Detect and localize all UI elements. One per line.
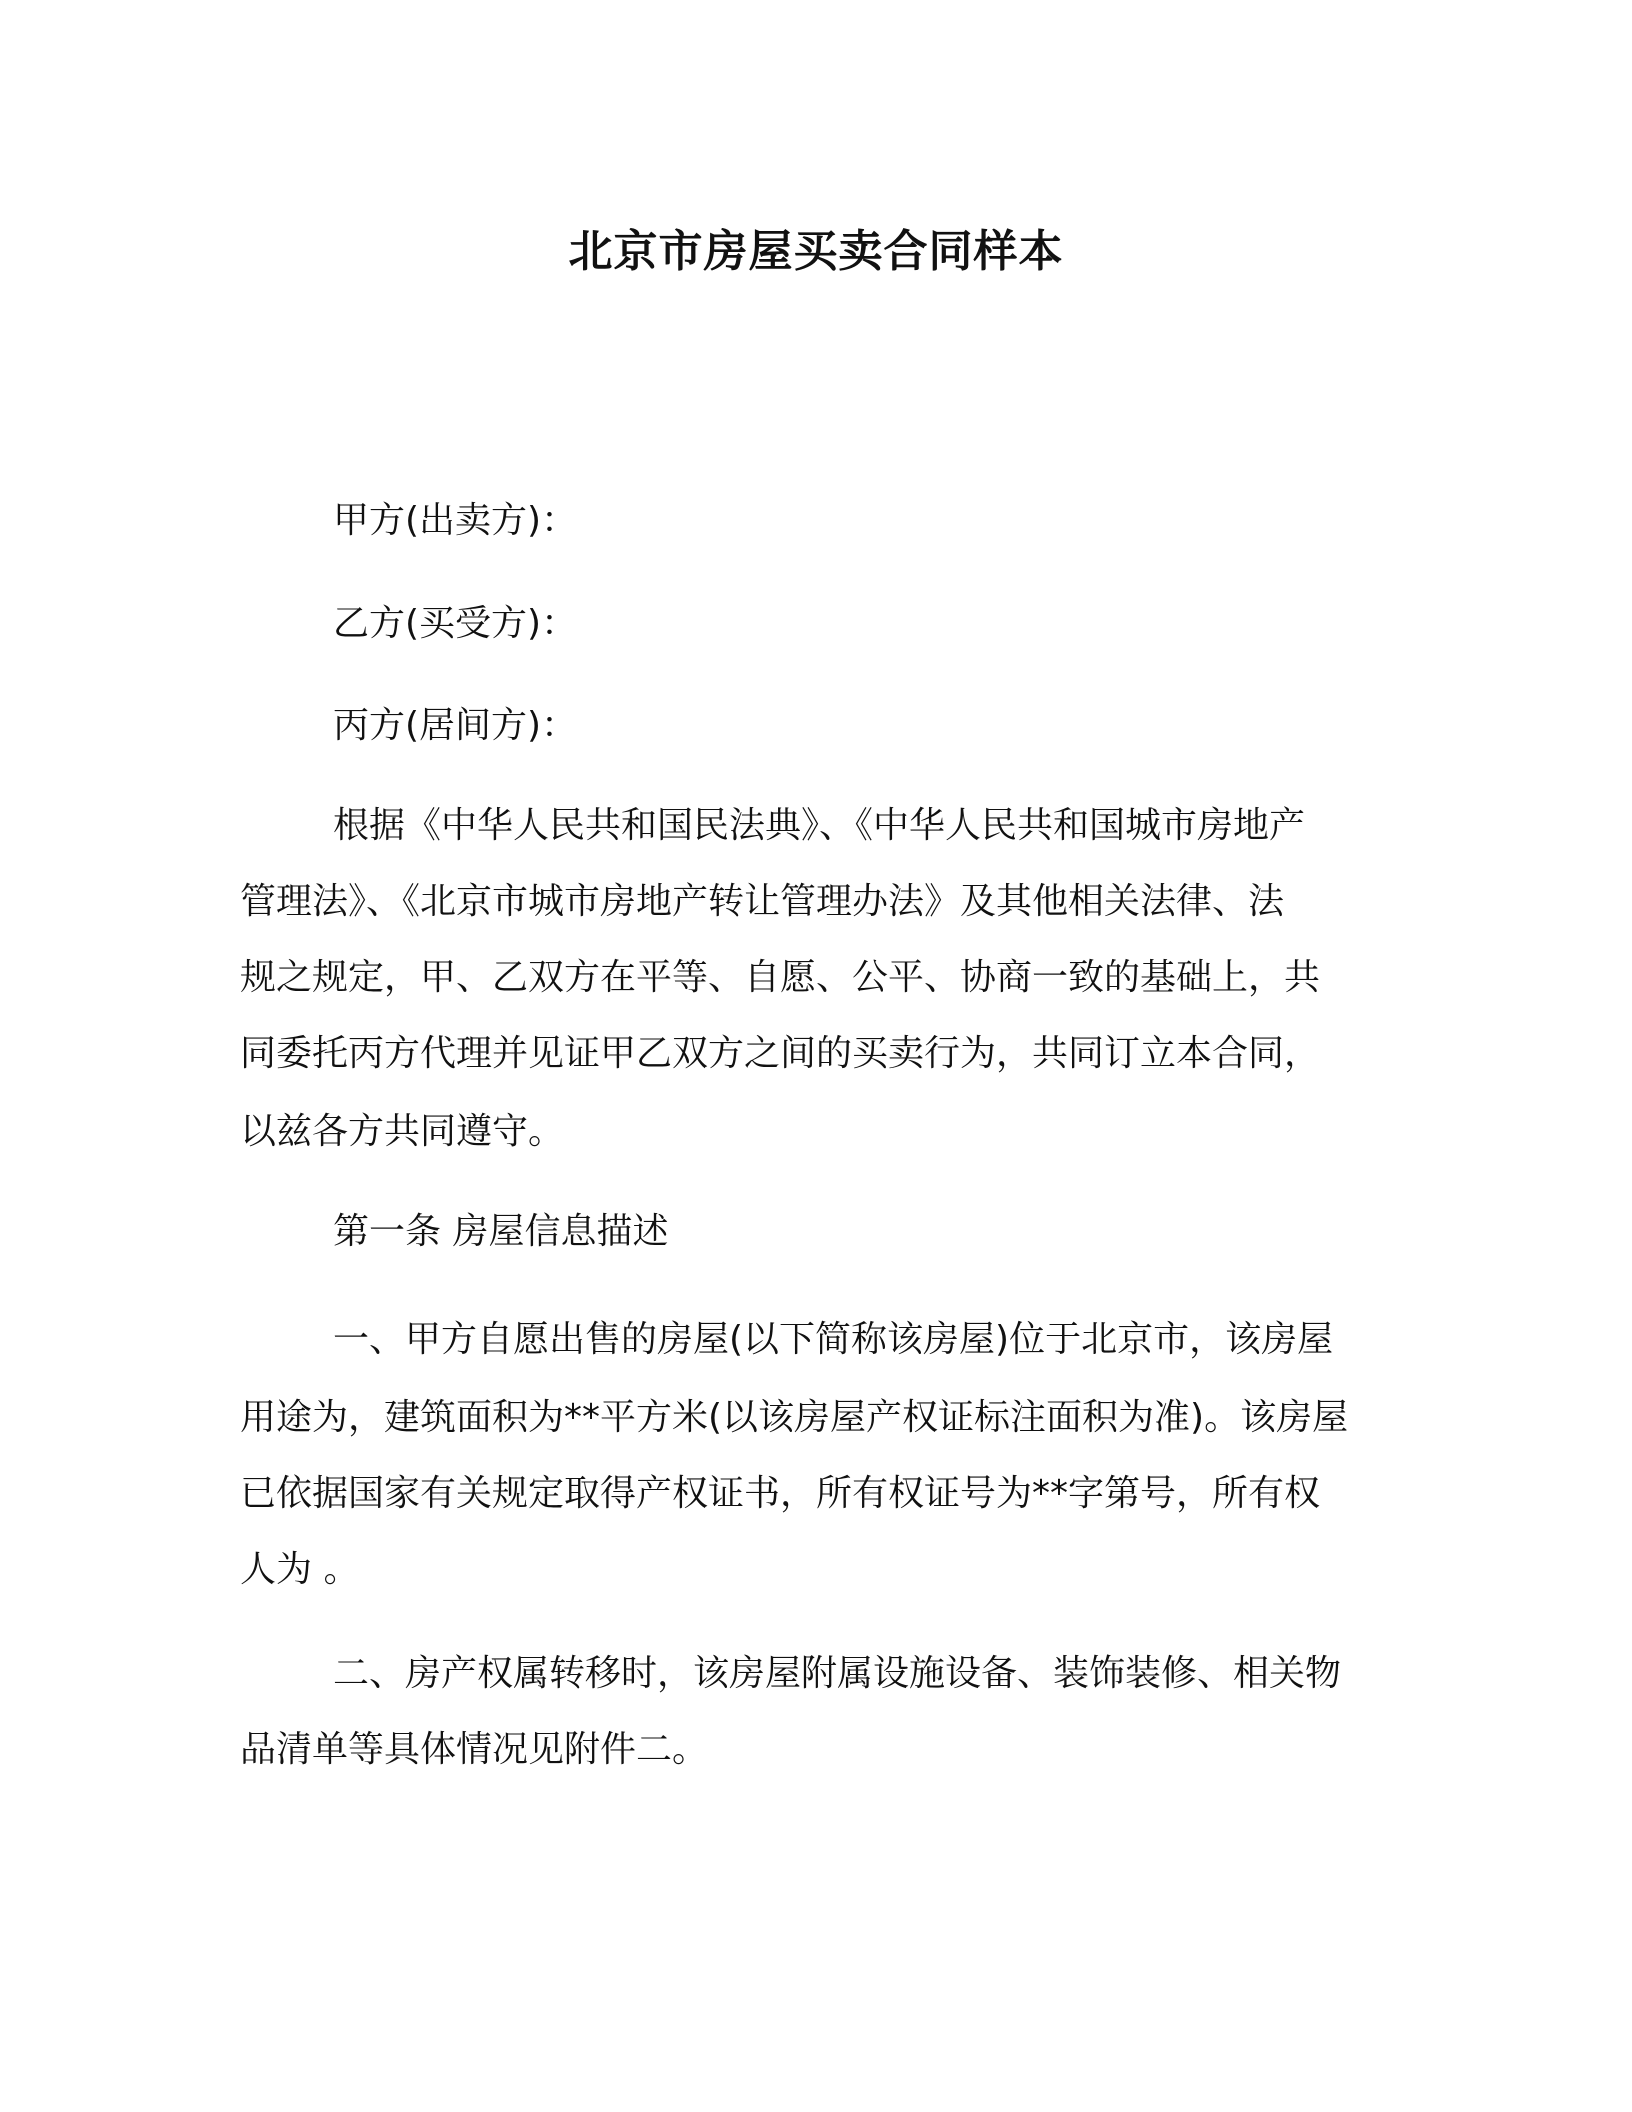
preamble-line-3: 规之规定，甲、乙双方在平等、自愿、公平、协商一致的基础上，共 <box>240 957 1321 998</box>
article-1-clause-1-line-2: 用途为，建筑面积为**平方米(以该房屋产权证标注面积为准)。该房屋 <box>240 1397 1349 1438</box>
party-b-label: 乙方(买受方)： <box>333 603 578 644</box>
article-1-clause-1-line-3: 已依据国家有关规定取得产权证书，所有权证号为**字第号，所有权 <box>240 1473 1321 1514</box>
article-1-clause-2-line-2: 品清单等具体情况见附件二。 <box>240 1729 709 1770</box>
preamble-line-5: 以兹各方共同遵守。 <box>240 1111 565 1152</box>
article-1-clause-2-line-1: 二、房产权属转移时，该房屋附属设施设备、装饰装修、相关物 <box>333 1653 1342 1694</box>
preamble-line-4: 同委托丙方代理并见证甲乙双方之间的买卖行为，共同订立本合同， <box>240 1033 1321 1074</box>
article-1-heading: 第一条 房屋信息描述 <box>333 1211 669 1252</box>
article-1-clause-1-line-1: 一、甲方自愿出售的房屋(以下简称该房屋)位于北京市，该房屋 <box>333 1319 1334 1360</box>
party-c-label: 丙方(居间方)： <box>333 705 578 746</box>
article-1-clause-1-line-4: 人为 。 <box>240 1549 360 1590</box>
preamble-line-1: 根据《中华人民共和国民法典》、《中华人民共和国城市房地产 <box>333 805 1306 846</box>
party-a-label: 甲方(出卖方)： <box>333 500 578 541</box>
document-title: 北京市房屋买卖合同样本 <box>568 226 1064 277</box>
preamble-line-2: 管理法》、《北京市城市房地产转让管理办法》及其他相关法律、法 <box>240 881 1285 922</box>
